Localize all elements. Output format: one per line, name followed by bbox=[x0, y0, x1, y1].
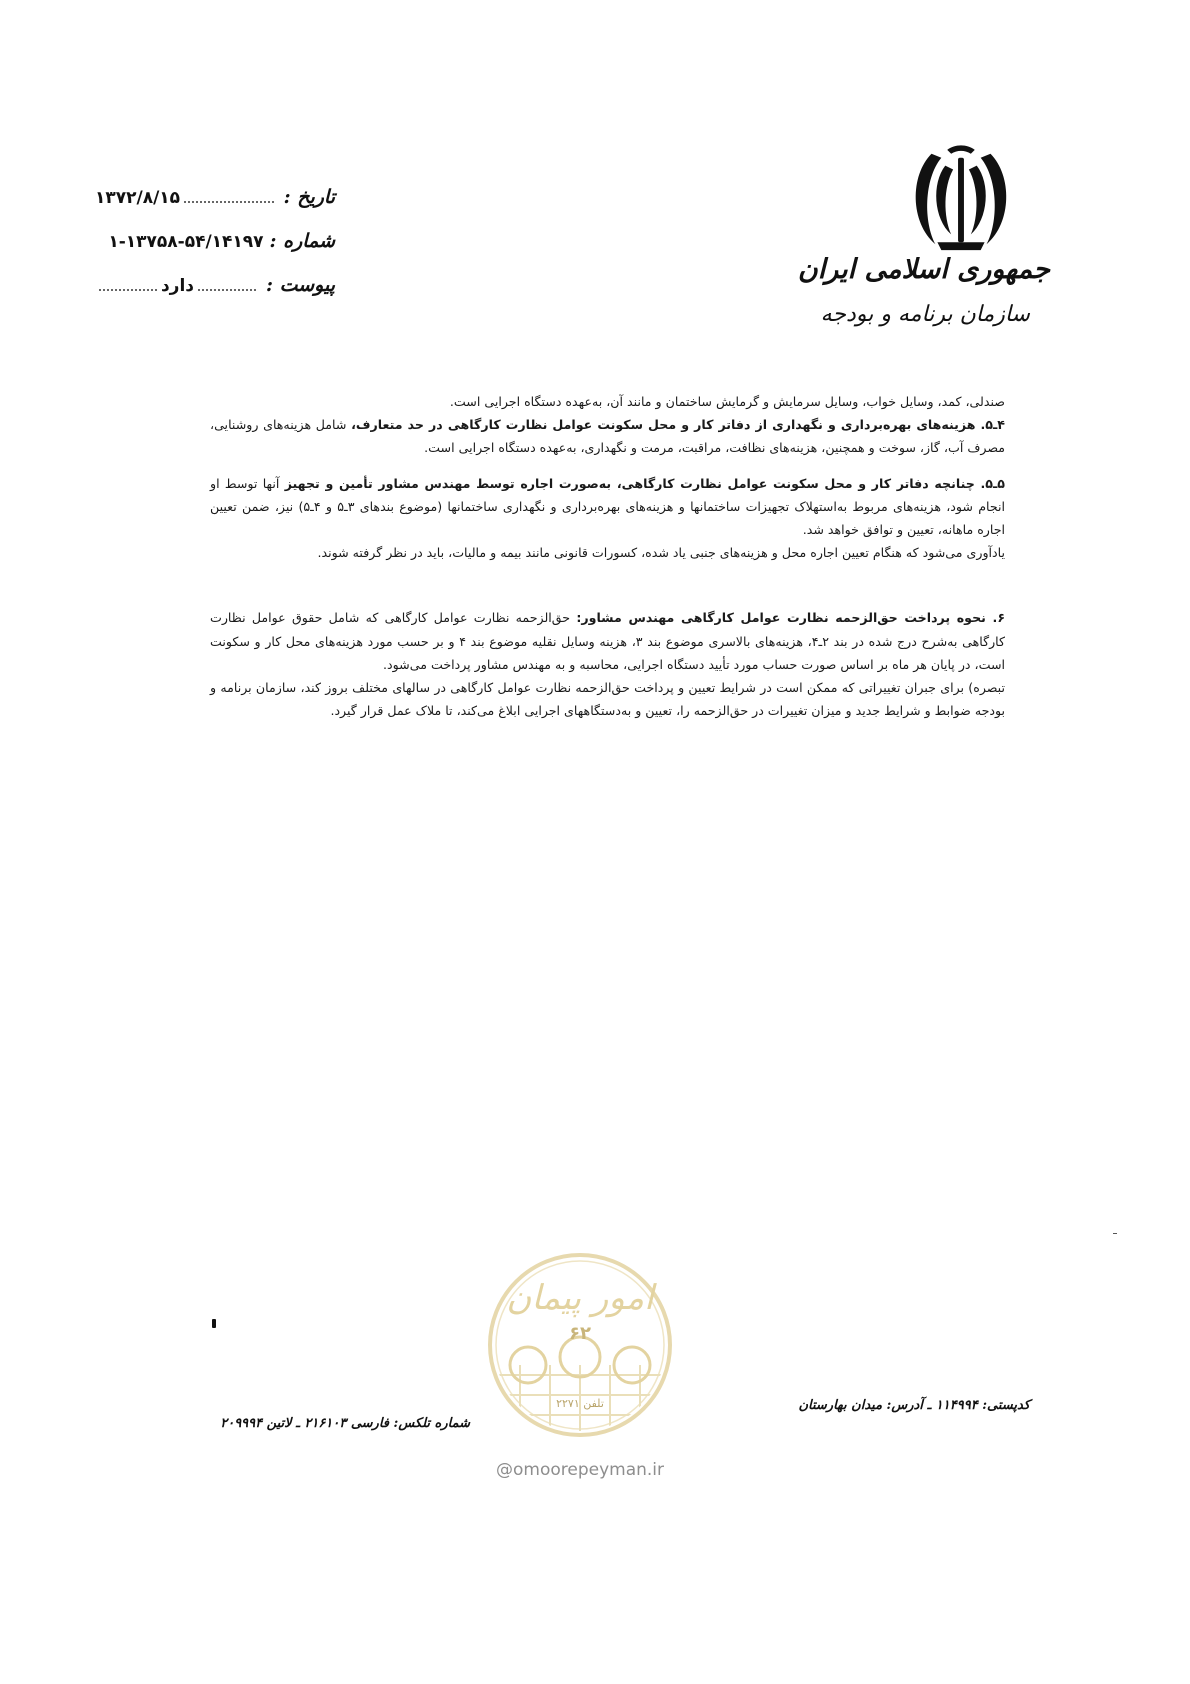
paragraph-reminder: یادآوری می‌شود که هنگام تعیین اجاره محل و هزینه‌های جنبی یاد شده، کسورات قانونی مانند بیمه و مالیات، باید در نظر گرفته شوند. bbox=[317, 545, 1005, 561]
dotted-line bbox=[99, 289, 157, 291]
paragraph-note: تبصره) برای جبران تغییراتی که ممکن است در شرایط تعیین و پرداخت حق‌الزحمه نظارت عوامل کارگاهی در سالهای مختلف بروز کند، سازمان برنامه و بودجه ضوابط و شرایط جدید و میزان تغییرات در حق‌الزحمه را، تعیین و به‌دستگاههای اجرایی ابلاغ می‌کند، تا ملاک عمل قرار گیرد. bbox=[210, 680, 1005, 719]
stamp-phone: تلفن ۲۲۷۱ bbox=[556, 1397, 604, 1410]
clause-5-5-heading: ۵ـ۵. چنانچه دفاتر کار و محل سکونت عوامل نظارت کارگاهی، به‌صورت اجاره توسط مهندس مشاور تأمین و تجهیز bbox=[284, 475, 1005, 491]
paragraph-6 bbox=[210, 606, 1005, 676]
date-value: ۱۳۷۲/۸/۱۵ bbox=[95, 188, 181, 208]
footer-address: کدپستی: ۱۱۴۹۹۴ ـ آدرس: میدان بهارستان bbox=[798, 1398, 1030, 1413]
margin-mark bbox=[212, 1319, 216, 1328]
number-row bbox=[95, 230, 335, 274]
clause-6-heading: ۶. نحوه پرداخت حق‌الزحمه نظارت عوامل کارگاهی مهندس مشاور: bbox=[576, 610, 1006, 626]
date-row bbox=[95, 186, 335, 230]
organization-subtitle: سازمان برنامه و بودجه bbox=[820, 302, 1030, 327]
footer-telex: شماره تلکس: فارسی ۲۱۶۱۰۳ ـ لاتین ۲۰۹۹۹۴ bbox=[220, 1416, 470, 1431]
clause-4-5-text: شامل هزینه‌های روشنایی، مصرف آب، گاز، سوخت و همچنین، هزینه‌های نظافت، مراقبت، مرمت و نگهداری، به‌عهده دستگاه اجرایی است. bbox=[210, 417, 1005, 456]
date-label: تاریخ : bbox=[283, 186, 335, 208]
organization-name: جمهوری اسلامی ایران bbox=[797, 254, 1050, 285]
office-stamp bbox=[480, 1245, 680, 1445]
dotted-line bbox=[184, 201, 274, 203]
margin-speck bbox=[1113, 1233, 1117, 1234]
paragraph-5-5 bbox=[210, 472, 1005, 542]
attachment-value: دارد bbox=[160, 276, 194, 296]
clause-5-5-text: آنها توسط او انجام شود، هزینه‌های مربوط به‌استهلاک تجهیزات ساختمانها و هزینه‌های بهره‌برداری و نگهداری ساختمانها (موضوع بندهای ۳ـ۵ و ۴ـ۵) نیز، ضمن تعیین اجاره ماهانه، تعیین و توافق خواهد شد. bbox=[210, 475, 1005, 538]
clause-4-5-heading: ۴ـ۵. هزینه‌های بهره‌برداری و نگهداری از دفاتر کار و محل سکونت عوامل نظارت کارگاهی در حد متعارف، bbox=[351, 417, 1005, 433]
letter-meta bbox=[95, 186, 335, 318]
stamp-number: ۶۲ bbox=[569, 1323, 591, 1344]
stamp-title: امور پیمان bbox=[506, 1278, 654, 1318]
attachment-label: پیوست : bbox=[265, 274, 335, 296]
national-emblem-icon bbox=[902, 140, 1020, 258]
number-label: شماره : bbox=[269, 230, 335, 252]
paragraph-4-5 bbox=[210, 413, 1005, 459]
attachment-row bbox=[95, 274, 335, 318]
watermark-text: @omoorepeyman.ir bbox=[495, 1460, 665, 1480]
clause-6-text: حق‌الزحمه نظارت عوامل کارگاهی که شامل حقوق عوامل نظارت کارگاهی به‌شرح درج شده در بند ۲ـ۴، هزینه‌های بالاسری موضوع بند ۳، هزینه وسایل نقلیه موضوع بند ۴ و بر حسب مورد هزینه‌های محل کار و سکونت است، در پایان هر ماه بر اساس صورت حساب مورد تأیید دستگاه اجرایی، محاسبه و به مهندس مشاور پرداخت می‌شود. bbox=[210, 610, 1005, 672]
dotted-line bbox=[198, 289, 256, 291]
number-value: ۱-۱۳۷۵۸-۵۴/۱۴۱۹۷ bbox=[108, 232, 264, 252]
paragraph-furniture: صندلی، کمد، وسایل خواب، وسایل سرمایش و گرمایش ساختمان و مانند آن، به‌عهده دستگاه اجرایی است. bbox=[449, 394, 1005, 409]
letter-body bbox=[210, 390, 1005, 722]
